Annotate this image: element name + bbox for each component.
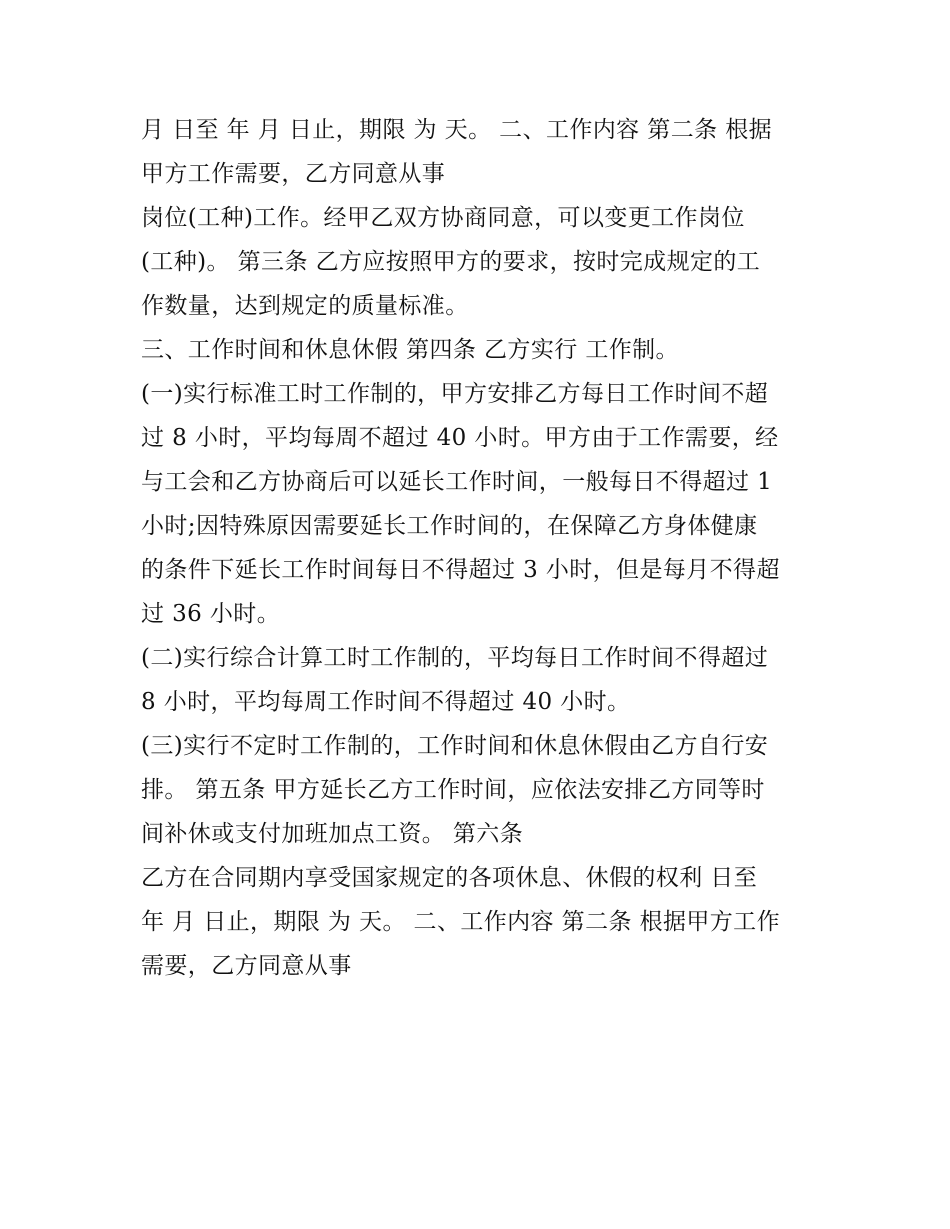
text-line: 年 月 日止，期限 为 天。 二、工作内容 第二条 根据甲方工作 [141,909,780,935]
text-line: 月 日至 年 月 日止，期限 为 天。 二、工作内容 第二条 根据 [141,117,772,143]
text-line: 小时;因特殊原因需要延长工作时间的，在保障乙方身体健康 [141,513,758,539]
text-line: 间补休或支付加班加点工资。 第六条 [141,821,524,847]
text-line: 岗位(工种)工作。经甲乙双方协商同意，可以变更工作岗位 [141,205,745,231]
text-line: (工种)。 第三条 乙方应按照甲方的要求，按时完成规定的工 [141,249,761,275]
text-line: 过 8 小时，平均每周不超过 40 小时。甲方由于工作需要，经 [141,425,779,451]
section-heading: 三、工作时间和休息休假 第四条 乙方实行 工作制。 [141,337,679,363]
text-line: 甲方工作需要，乙方同意从事 [141,161,446,187]
text-line: 过 36 小时。 [141,601,281,627]
text-line: (一)实行标准工时工作制的，甲方安排乙方每日工作时间不超 [141,381,769,407]
text-line: 的条件下延长工作时间每日不得超过 3 小时，但是每月不得超 [141,557,780,583]
text-line: 乙方在合同期内享受国家规定的各项休息、休假的权利 日至 [141,865,758,891]
text-line: 作数量，达到规定的质量标准。 [141,293,469,319]
text-line: 与工会和乙方协商后可以延长工作时间，一般每日不得超过 1 [141,469,773,495]
document-body [141,108,821,988]
text-line: (三)实行不定时工作制的，工作时间和休息休假由乙方自行安 [141,733,769,759]
text-line: 8 小时，平均每周工作时间不得超过 40 小时。 [141,689,631,715]
text-line: 需要，乙方同意从事 [141,953,352,979]
text-line: (二)实行综合计算工时工作制的，平均每日工作时间不得超过 [141,645,769,671]
text-line: 排。 第五条 甲方延长乙方工作时间，应依法安排乙方同等时 [141,777,765,803]
